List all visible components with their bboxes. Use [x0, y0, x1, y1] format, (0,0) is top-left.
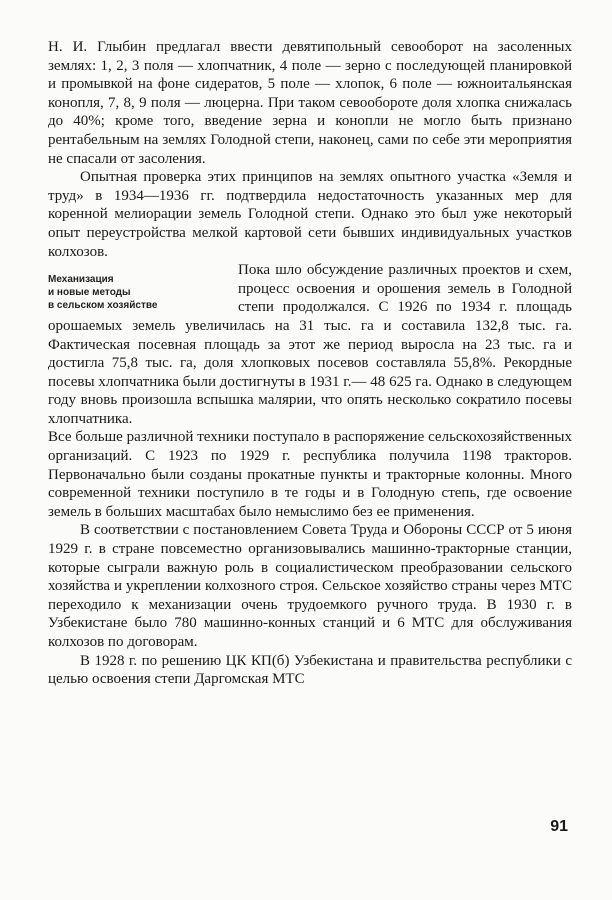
paragraph: Опытная проверка этих принципов на землях опытного участка «Земля и труд» в 1934—1936 гг. подтвердила недостаточность указанных мер для коренной мелиорации земель Голодной степи. Однако это был уже некоторый опыт переустройства мелкой картовой сети бывших индивидуальных участков колхозов. — [48, 169, 572, 260]
section-block — [48, 261, 572, 428]
paragraph: Пока шло обсуждение различных проектов и схем, процесс освоения и орошения земель в Голодной степи продолжался. С 1926 по 1934 г. площадь орошаемых земель увеличилась на 31 тыс. га и составила 132,8 тыс. га. Фактическая посевная площадь за этот же период выросла на 23 тыс. га и достигла 75,8 тыс. га, доля хлопковых посевов составляла 55,8%. Рекордные посевы хлопчатника были достигнуты в 1931 г.— 48 625 га. Однако в следующем году вновь произошла вспышка малярии, что опять несколько сократило посевы хлопчатника. — [48, 262, 572, 427]
paragraph: Н. И. Глыбин предлагал ввести девятипольный севооборот на засоленных землях: 1, 2, 3 поля — хлопчатник, 4 поле — зерно с последующей планировкой и промывкой на фоне сидератов, 5 поле — хлопок, 6 поле — южноитальянская конопля, 7, 8, 9 поля — люцерна. При таком севообороте доля хлопка снижалась до 40%; кроме того, введение зерна и конопли не могло быть признано рентабельным на землях Голодной степи, наконец, сами по себе эти мероприятия не спасали от засоления. — [48, 39, 572, 167]
paragraph: В соответствии с постановлением Совета Труда и Обороны СССР от 5 июня 1929 г. в стране повсеместно организовывались машинно-тракторные станции, которые сыграли важную роль в социалистическом преобразовании сельского хозяйства и укреплении колхозного строя. Сельское хозяйство страны через МТС переходило к механизации очень трудоемкого ручного труда. В 1930 г. в Узбекистане было 780 машинно-конных станций и 6 МТС для обслуживания колхозов по договорам. — [48, 522, 572, 650]
paragraph: Все больше различной техники поступало в распоряжение сельскохозяйственных организаций. С 1923 по 1929 г. республика получила 1198 тракторов. Первоначально были созданы прокатные пункты и тракторные колонны. Много современной техники поступило в те годы и в Голодную степь, где освоение земель в больших масштабах было немыслимо без ее применения. — [48, 429, 572, 520]
margin-heading-line: и новые методы — [48, 287, 131, 299]
margin-heading-line: Механизация — [48, 274, 114, 286]
paragraph: В 1928 г. по решению ЦК КП(б) Узбекистана и правительства республики с целью освоения степи Даргомская МТС — [48, 652, 572, 688]
page-number: 91 — [550, 818, 568, 835]
margin-heading-line: в сельском хозяйстве — [48, 300, 158, 312]
margin-heading — [48, 273, 224, 312]
body-text — [48, 38, 572, 689]
